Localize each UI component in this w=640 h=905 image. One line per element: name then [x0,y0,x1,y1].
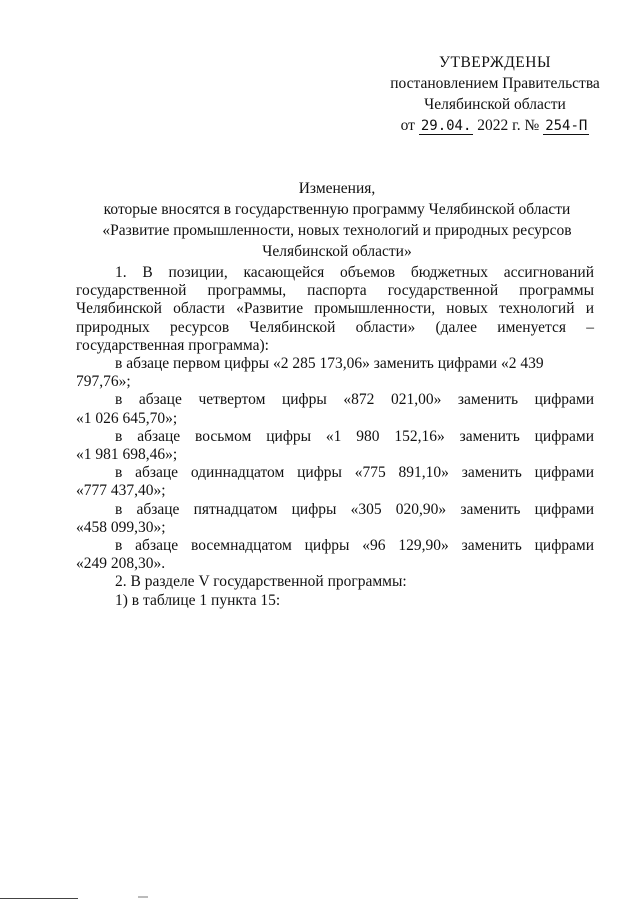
approval-line-1: постановлением Правительства [390,75,600,92]
amendment-1-line-1: в абзаце первом цифры «2 285 173,06» заменить цифрами «2 439 797,76»; [76,355,544,391]
amendment-2-line-1: в абзаце четвертом цифры «872 021,00» заменить цифрами [115,391,594,409]
year-text: 2022 г. № [477,117,540,134]
amendment-4-line-2: «777 437,40»; [76,482,166,500]
footer-rule [0,898,78,899]
heading-line-2: которые вносятся в государственную программу Челябинской области [103,201,571,218]
paragraph-1-line-5: государственная программа): [76,336,269,354]
paragraph-1-line-4: природных ресурсов Челябинской области» (далее именуется – [76,318,594,336]
heading-line-4: Челябинской области» [262,243,412,260]
heading-line-1: Изменения, [298,180,376,197]
date-value: 29.04. [420,118,472,134]
decree-number: 254-П [545,118,588,134]
amendment-5-line-1: в абзаце пятнадцатом цифры «305 020,90» заменить цифрами [115,500,594,518]
paragraph-1-line-3: Челябинской области «Развитие промышленности, новых технологий и [76,300,594,318]
amendment-4-line-1: в абзаце одиннадцатом цифры «775 891,10» заменить цифрами [115,464,594,482]
amendment-3-line-2: «1 981 698,46»; [76,446,178,464]
amendment-5-line-2: «458 099,30»; [76,518,166,536]
paragraph-3: 1) в таблице 1 пункта 15: [115,591,281,609]
approval-title: УТВЕРЖДЕНЫ [439,54,551,71]
amendment-6-line-1: в абзаце восемнадцатом цифры «96 129,90» заменить цифрами [115,537,594,555]
approval-date-line [360,115,630,137]
footer-mark [138,896,148,898]
paragraph-1-line-1: 1. В позиции, касающейся объемов бюджетных ассигнований [115,264,594,281]
amendment-2-line-2: «1 026 645,70»; [76,409,178,427]
date-prefix: от [400,117,415,134]
heading-line-3: «Развитие промышленности, новых технологий и природных ресурсов [102,222,572,239]
paragraph-1-line-2: государственной программы, паспорта государственной программы [76,282,594,300]
amendment-3-line-1: в абзаце восьмом цифры «1 980 152,16» заменить цифрами [115,427,594,445]
amendment-6-line-2: «249 208,30». [76,555,166,573]
document-heading [80,178,594,262]
paragraph-2: 2. В разделе V государственной программы: [115,573,407,591]
document-body [76,264,594,610]
approval-stamp [360,52,630,137]
approval-line-2: Челябинской области [424,96,566,113]
